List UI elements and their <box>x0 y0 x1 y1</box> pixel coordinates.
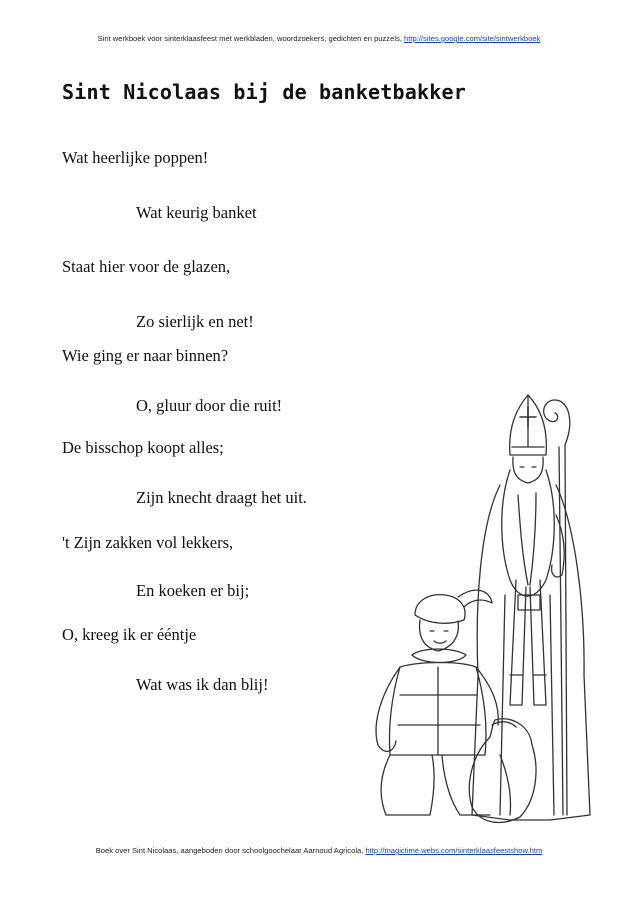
sinterklaas-figure <box>472 395 590 820</box>
page-header <box>0 34 638 43</box>
poem-line: En koeken er bij; <box>136 581 250 600</box>
footer-text: Boek over Sint Nicolaas, aangeboden door schoolgoochelaar Aarnoud Agricola, <box>95 846 366 855</box>
poem-line: Wat heerlijke poppen! <box>62 148 209 167</box>
sinterklaas-and-piet-illustration <box>360 375 620 835</box>
header-link[interactable]: http://sites.google.com/site/sintwerkboek <box>404 34 541 43</box>
poem-line: Staat hier voor de glazen, <box>62 257 231 276</box>
poem-line: O, kreeg ik er ééntje <box>62 625 197 644</box>
poem-line: Zijn knecht draagt het uit. <box>136 488 307 507</box>
poem-line: O, gluur door die ruit! <box>136 396 283 415</box>
page-title: Sint Nicolaas bij de banketbakker <box>62 80 466 104</box>
poem-line: 't Zijn zakken vol lekkers, <box>62 533 234 552</box>
poem-line: De bisschop koopt alles; <box>62 438 224 457</box>
header-text: Sint werkboek voor sinterklaasfeest met werkbladen, woordzoekers, gedichten en puzzels, <box>97 34 405 43</box>
poem-line: Zo sierlijk en net! <box>136 312 254 331</box>
piet-figure <box>376 590 536 822</box>
page-footer <box>0 846 638 855</box>
poem-line: Wie ging er naar binnen? <box>62 346 229 365</box>
poem-line: Wat was ik dan blij! <box>136 675 269 694</box>
footer-link[interactable]: http://magictime.webs.com/sinterklaasfeestshow.htm <box>365 846 543 855</box>
poem-line: Wat keurig banket <box>136 203 257 222</box>
